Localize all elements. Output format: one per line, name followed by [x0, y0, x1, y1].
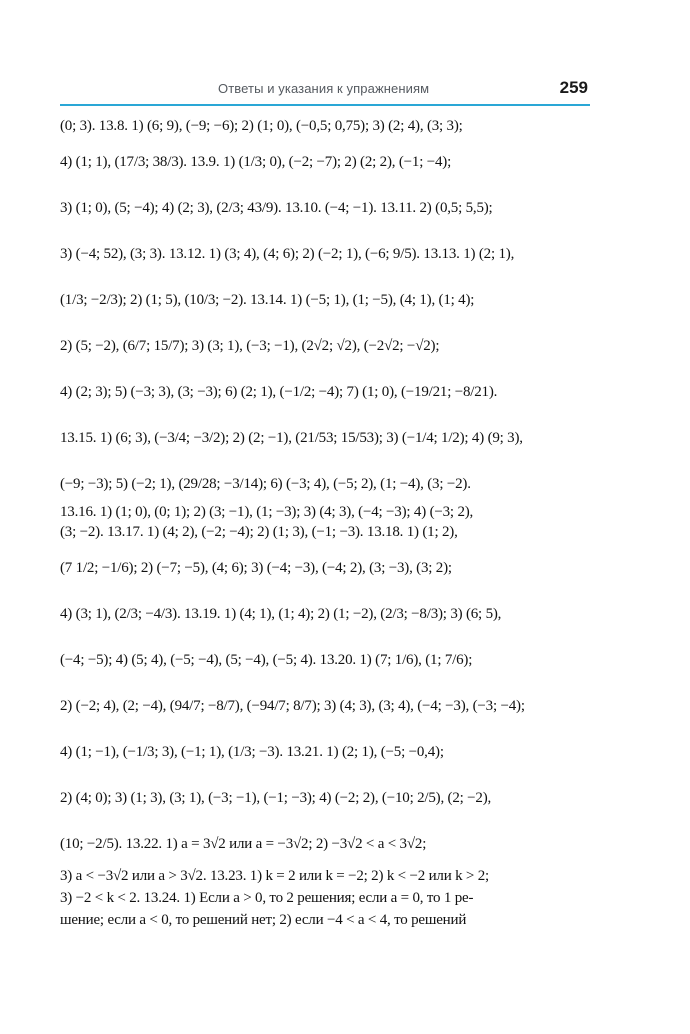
text-line: 2) (−2; 4), (2; −4), (94/7; −8/7), (−94/7; 8/7); 3) (4; 3), (3; 4), (−4; −3), (−3; −4);	[60, 698, 525, 714]
text-line: 4) (3; 1), (2/3; −4/3). 13.19. 1) (4; 1), (1; 4); 2) (1; −2), (2/3; −8/3); 3) (6; 5),	[60, 606, 502, 622]
text-line: (1/3; −2/3); 2) (1; 5), (10/3; −2). 13.14. 1) (−5; 1), (1; −5), (4; 1), (1; 4);	[60, 292, 475, 308]
text-line: 4) (1; 1), (17/3; 38/3). 13.9. 1) (1/3; 0), (−2; −7); 2) (2; 2), (−1; −4);	[60, 154, 452, 170]
text-line: 4) (1; −1), (−1/3; 3), (−1; 1), (1/3; −3). 13.21. 1) (2; 1), (−5; −0,4);	[60, 744, 444, 760]
header-rule	[60, 104, 590, 106]
text-line: шение; если a < 0, то решений нет; 2) если −4 < a < 4, то решений	[60, 912, 467, 928]
answers-text	[60, 118, 590, 948]
text-line: 2) (4; 0); 3) (1; 3), (3; 1), (−3; −1), (−1; −3); 4) (−2; 2), (−10; 2/5), (2; −2),	[60, 790, 492, 806]
running-header-title: Ответы и указания к упражнениям	[218, 81, 430, 96]
text-line: (3; −2). 13.17. 1) (4; 2), (−2; −4); 2) (1; 3), (−1; −3). 13.18. 1) (1; 2),	[60, 524, 458, 540]
page-number: 259	[559, 78, 588, 97]
text-line: 13.15. 1) (6; 3), (−3/4; −3/2); 2) (2; −1), (21/53; 15/53); 3) (−1/4; 1/2); 4) (9; 3),	[60, 430, 523, 446]
text-line: 3) −2 < k < 2. 13.24. 1) Если a > 0, то 2 решения; если a = 0, то 1 ре-	[60, 890, 474, 906]
page-header	[60, 78, 590, 104]
text-line: 3) (−4; 52), (3; 3). 13.12. 1) (3; 4), (4; 6); 2) (−2; 1), (−6; 9/5). 13.13. 1) (2; 1),	[60, 246, 515, 262]
text-line: (−9; −3); 5) (−2; 1), (29/28; −3/14); 6) (−3; 4), (−5; 2), (1; −4), (3; −2).	[60, 476, 471, 492]
text-line: 3) a < −3√2 или a > 3√2. 13.23. 1) k = 2 или k = −2; 2) k < −2 или k > 2;	[60, 868, 490, 884]
text-line: 13.16. 1) (1; 0), (0; 1); 2) (3; −1), (1; −3); 3) (4; 3), (−4; −3); 4) (−3; 2),	[60, 504, 474, 520]
text-line: 3) (1; 0), (5; −4); 4) (2; 3), (2/3; 43/9). 13.10. (−4; −1). 13.11. 2) (0,5; 5,5);	[60, 200, 493, 216]
text-line: (0; 3). 13.8. 1) (6; 9), (−9; −6); 2) (1; 0), (−0,5; 0,75); 3) (2; 4), (3; 3);	[60, 118, 463, 134]
text-line: (−4; −5); 4) (5; 4), (−5; −4), (5; −4), (−5; 4). 13.20. 1) (7; 1/6), (1; 7/6);	[60, 652, 473, 668]
text-line: 2) (5; −2), (6/7; 15/7); 3) (3; 1), (−3; −1), (2√2; √2), (−2√2; −√2);	[60, 338, 440, 354]
text-line: (7 1/2; −1/6); 2) (−7; −5), (4; 6); 3) (−4; −3), (−4; 2), (3; −3), (3; 2);	[60, 560, 452, 576]
text-line: 4) (2; 3); 5) (−3; 3), (3; −3); 6) (2; 1), (−1/2; −4); 7) (1; 0), (−19/21; −8/21).	[60, 384, 498, 400]
text-line: (10; −2/5). 13.22. 1) a = 3√2 или a = −3√2; 2) −3√2 < a < 3√2;	[60, 836, 427, 852]
